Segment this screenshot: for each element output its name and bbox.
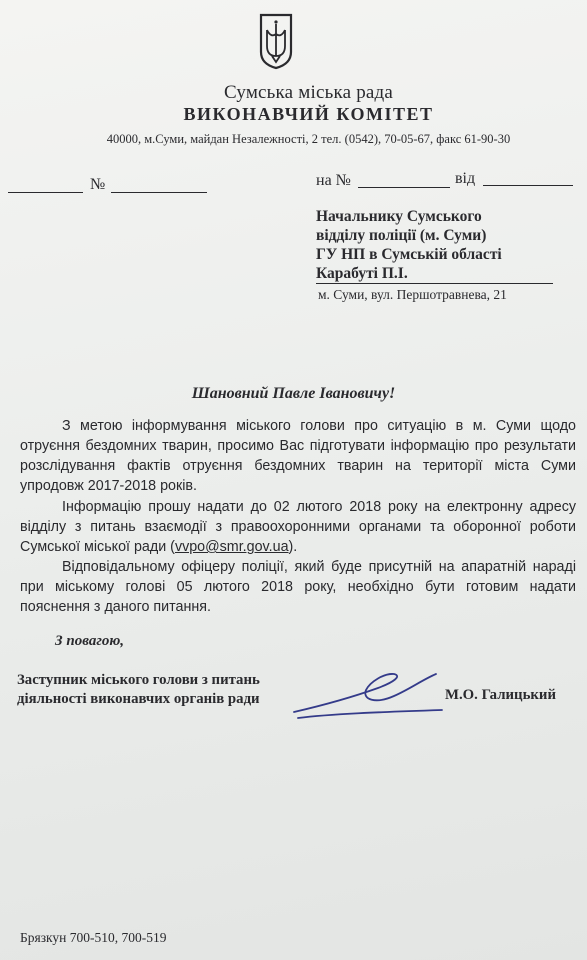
- signatory-position: [17, 671, 260, 709]
- recipient-line-3: ГУ НП в Сумській області: [316, 246, 502, 263]
- body-paragraph-1: З метою інформування міського голови про ситуацію в м. Суми щодо отруєння бездомних тварин, просимо Вас підготувати інформацію про результати розслідування фактів отруєння бездомних тварин на території міста Суми упродовж 2017-2018 років.: [20, 418, 576, 494]
- reply-number-line: [358, 187, 450, 188]
- outgoing-date-line: [8, 192, 83, 193]
- recipient-line-4: Карабуті П.І.: [316, 265, 408, 282]
- reply-date-line: [483, 185, 573, 186]
- closing-phrase: З повагою,: [55, 633, 125, 649]
- recipient-address: м. Суми, вул. Першотравнева, 21: [318, 287, 507, 302]
- email-link[interactable]: vvpo@smr.gov.ua: [174, 539, 289, 555]
- recipient-line-1: Начальнику Сумського: [316, 208, 482, 225]
- reply-date-label: від: [455, 170, 476, 187]
- reply-number-prefix: на №: [316, 172, 351, 189]
- outgoing-number-sign: №: [90, 176, 106, 193]
- recipient-block: [316, 207, 502, 283]
- recipient-underline: [316, 283, 553, 284]
- body-paragraph-2: [20, 497, 576, 557]
- body-paragraph-2-text: Інформацію прошу надати до 02 лютого 2018 року на електронну адресу відділу з питань взаємодії з правоохоронними органами та оборонної роботи Сумської міської ради (: [20, 499, 576, 555]
- committee-name: ВИКОНАВЧИЙ КОМІТЕТ: [183, 104, 434, 124]
- signatory-position-line-2: діяльності виконавчих органів ради: [17, 691, 260, 707]
- coat-of-arms-icon: [258, 12, 294, 70]
- handwritten-signature: [290, 660, 450, 728]
- outgoing-number-line: [111, 192, 207, 193]
- council-name: Сумська міська рада: [223, 82, 394, 103]
- signatory-name: М.О. Галицький: [445, 687, 556, 703]
- greeting: Шановний Павле Івановичу!: [191, 385, 396, 402]
- recipient-line-2: відділу поліції (м. Суми): [316, 227, 487, 244]
- body-paragraph-3: Відповідальному офіцеру поліції, який буде присутній на апаратній нараді при міському голові 05 лютого 2018 року, необхідно бути готовим надати пояснення з даного питання.: [20, 559, 576, 615]
- council-address: 40000, м.Суми, майдан Незалежності, 2 тел. (0542), 70-05-67, факс 61-90-30: [106, 132, 511, 146]
- signatory-position-line-1: Заступник міського голови з питань: [17, 672, 260, 688]
- body-paragraph-2-end: ).: [288, 539, 298, 555]
- executor-info: Брязкун 700-510, 700-519: [20, 930, 167, 945]
